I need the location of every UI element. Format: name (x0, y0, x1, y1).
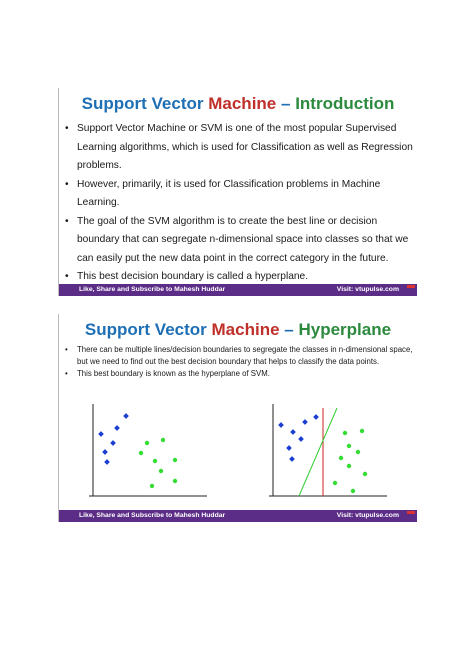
bullet-text: The goal of the SVM algorithm is to create the best line or decision boundary that can segregate n-dimensional space into classes so that we can easily put the new data point in the correct category in the future. (77, 215, 409, 264)
slide-title (59, 320, 417, 340)
green-point (363, 472, 367, 476)
bullet-item: • This best decision boundary is called a hyperplane. (65, 271, 309, 282)
footer-logo-mark (407, 285, 415, 288)
title-word-hyperplane: Hyperplane (298, 320, 392, 339)
blue-point (313, 414, 319, 420)
blue-point (302, 419, 308, 425)
green-point (347, 464, 351, 468)
green-class-points (333, 429, 367, 493)
green-class-points (139, 438, 177, 488)
title-word-vector: Vector (151, 94, 204, 113)
bullet-item: • Support Vector Machine or SVM is one of the most popular Supervised Learning algorithms, which is used for Classification as well as Regression problems. (65, 123, 413, 171)
bullet-item: • This best boundary is known as the hyperplane of SVM. (65, 369, 270, 378)
footer-subscribe-text: Like, Share and Subscribe to Mahesh Huddar (79, 512, 226, 519)
title-word-machine: Machine (208, 94, 277, 113)
green-point (351, 489, 355, 493)
blue-point (289, 456, 295, 462)
title-word-vector: Vector (154, 320, 207, 339)
blue-point (290, 429, 296, 435)
title-word-introduction: Introduction (295, 94, 395, 113)
scatter-plot-svg (269, 404, 389, 504)
title-word-machine: Machine (211, 320, 280, 339)
green-point (173, 479, 177, 483)
bullet-text: However, primarily, it is used for Classification problems in Machine Learning. (77, 178, 381, 208)
blue-point (286, 445, 292, 451)
bullet-text: This best decision boundary is called a hyperplane. (77, 271, 309, 282)
footer-website-link[interactable]: Visit: vtupulse.com (336, 286, 399, 293)
title-word-support: Support (84, 320, 151, 339)
title-dash: – (284, 320, 294, 339)
bullet-text: There can be multiple lines/decision boundaries to segregate the classes in n-dimensional space, but we need to find out the best decision boundary that helps to classify the data points. (77, 345, 413, 366)
green-point (161, 438, 165, 442)
blue-point (104, 459, 110, 465)
blue-class-points (98, 413, 129, 465)
green-point (333, 481, 337, 485)
green-point (139, 451, 143, 455)
bullet-list (65, 120, 413, 287)
scatter-plot-svg (89, 404, 209, 504)
slide-hyperplane (58, 314, 417, 522)
green-point (360, 429, 364, 433)
footer-subscribe-text: Like, Share and Subscribe to Mahesh Huddar (79, 286, 226, 293)
footer-website-link[interactable]: Visit: vtupulse.com (336, 512, 399, 519)
green-point (153, 459, 157, 463)
bullet-text: Support Vector Machine or SVM is one of the most popular Supervised Learning algorithms, which is used for Classification as well as Regression problems. (77, 123, 413, 171)
green-point (150, 484, 154, 488)
blue-point (110, 440, 116, 446)
blue-class-points (278, 414, 319, 462)
blue-point (114, 425, 120, 431)
slide-title (59, 94, 417, 114)
green-point (339, 456, 343, 460)
bullet-item: • There can be multiple lines/decision boundaries to segregate the classes in n-dimensional space, but we need to find out the best decision boundary that helps to classify the data points. (65, 345, 413, 366)
title-word-support: Support (81, 94, 147, 113)
footer-bar (59, 510, 417, 522)
green-point (145, 441, 149, 445)
bullet-list (65, 344, 413, 380)
footer-bar (59, 284, 417, 296)
blue-point (98, 431, 104, 437)
blue-point (278, 422, 284, 428)
green-point (347, 444, 351, 448)
title-dash: – (281, 94, 291, 113)
bullet-item: • The goal of the SVM algorithm is to create the best line or decision boundary that can segregate n-dimensional space into classes so that we can easily put the new data point in the correct category in the future. (65, 215, 409, 264)
bullet-text: This best boundary is known as the hyperplane of SVM. (77, 369, 270, 378)
blue-point (123, 413, 129, 419)
footer-logo-mark (407, 511, 415, 514)
blue-point (298, 436, 304, 442)
green-point (343, 431, 347, 435)
scatter-plot-unseparated (89, 404, 209, 504)
slide-introduction (58, 88, 417, 296)
green-point (356, 450, 360, 454)
green-point (159, 469, 163, 473)
blue-point (102, 449, 108, 455)
green-point (173, 458, 177, 462)
scatter-plot-with-boundaries (269, 404, 389, 504)
bullet-item: • However, primarily, it is used for Classification problems in Machine Learning. (65, 178, 381, 208)
